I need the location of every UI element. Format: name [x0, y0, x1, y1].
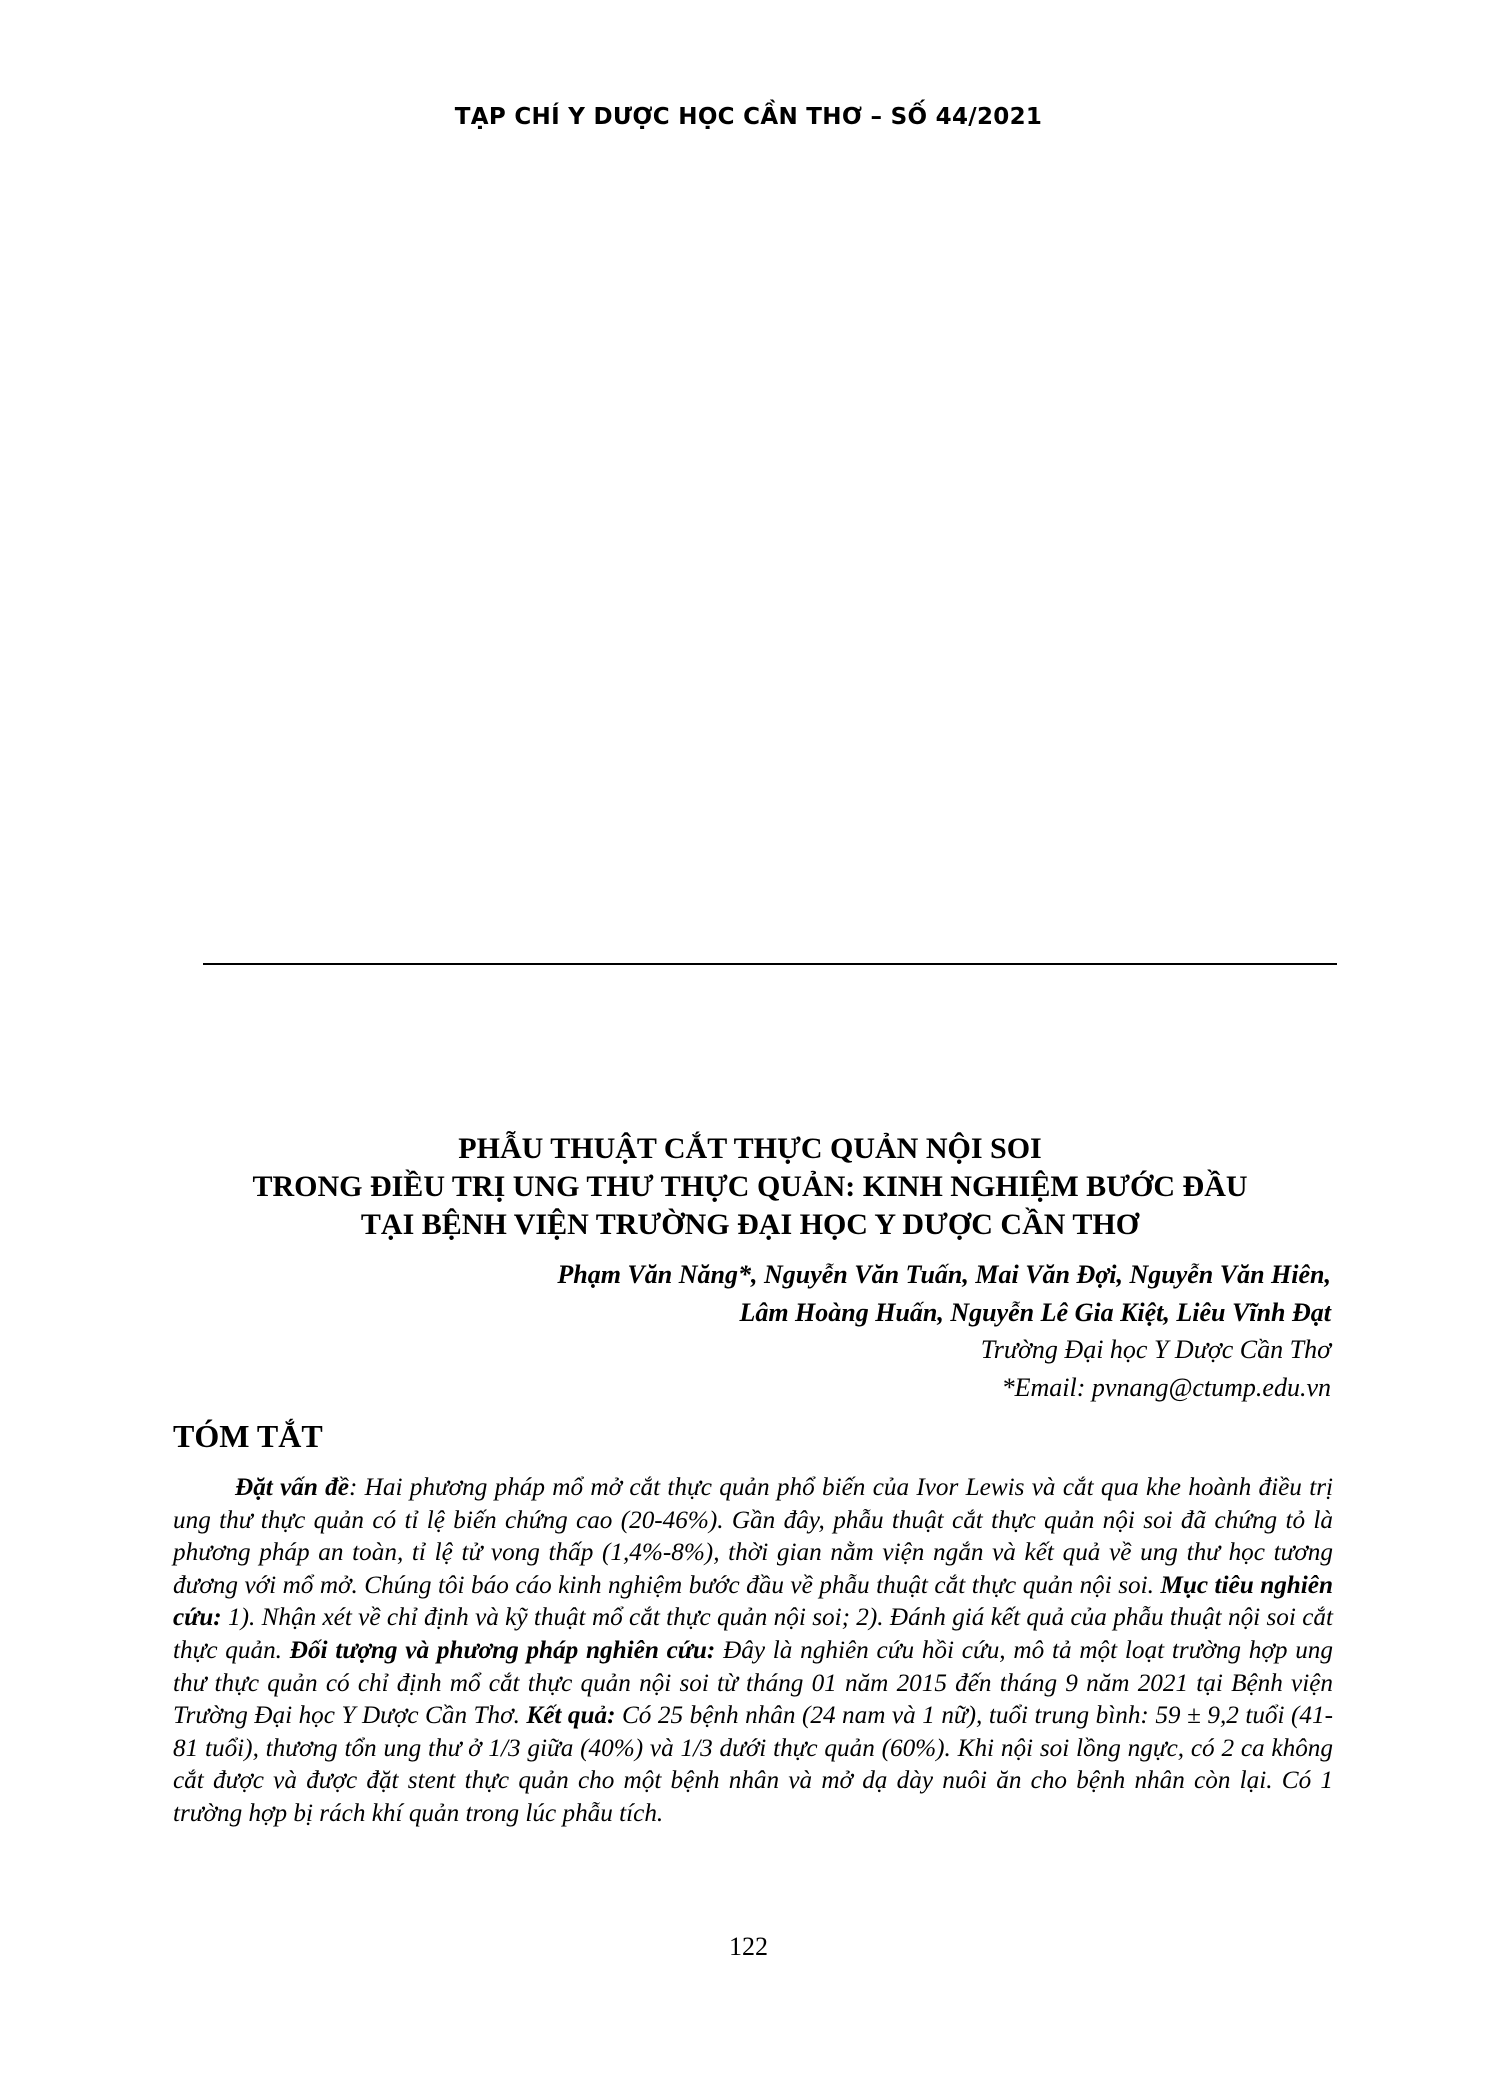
- journal-header: TẠP CHÍ Y DƯỢC HỌC CẦN THƠ – SỐ 44/2021: [454, 104, 1043, 130]
- article-title-line: PHẪU THUẬT CẮT THỰC QUẢN NỘI SOI: [458, 1132, 1042, 1165]
- corresponding-email: [431, 1369, 1331, 1407]
- results-label: Kết quả:: [526, 1702, 616, 1730]
- horizontal-divider: [203, 963, 1337, 965]
- methods-label: Đối tượng và phương pháp nghiên cứu:: [289, 1636, 716, 1664]
- objective-label: Mục tiêu nghiên cứu:: [173, 1571, 1333, 1632]
- article-title: [150, 1130, 1350, 1244]
- author-line: Phạm Văn Năng*, Nguyễn Văn Tuấn, Mai Văn Đợi, Nguyễn Văn Hiên,: [557, 1260, 1331, 1289]
- page-number: 122: [729, 1932, 768, 1961]
- background-text: : Hai phương pháp mổ mở cắt thực quản phổ biến của Ivor Lewis và cắt qua khe hoành điều trị ung thư thực quản có tỉ lệ biến chứng cao (20-46%). Gần đây, phẫu thuật cắt thực quản nội soi đã chứng tỏ là phương pháp an toàn, tỉ lệ tử vong thấp (1,4%-8%), thời gian nằm viện ngắn và kết quả về ung thư học tương đương với mổ mở. Chúng tôi báo cáo kinh nghiệm bước đầu về phẫu thuật cắt thực quản nội soi.: [173, 1474, 1334, 1599]
- affiliation-block: [431, 1331, 1331, 1407]
- email-address: : pvnang@ctump.edu.vn: [1076, 1373, 1331, 1402]
- author-line: Lâm Hoàng Huấn, Nguyễn Lê Gia Kiệt, Liêu Vĩnh Đạt: [739, 1298, 1331, 1327]
- affiliation: Trường Đại học Y Dược Cần Thơ: [980, 1335, 1331, 1364]
- methods-text: Đây là nghiên cứu hồi cứu, mô tả một loạt trường hợp ung thư thực quản có chỉ định mổ cắt thực quản nội soi từ tháng 01 năm 2015 đến tháng 9 năm 2021 tại Bệnh viện Trường Đại học Y Dược Cần Thơ.: [173, 1636, 1333, 1730]
- abstract-body: [173, 1472, 1333, 1831]
- article-title-line: TẠI BỆNH VIỆN TRƯỜNG ĐẠI HỌC Y DƯỢC CẦN THƠ: [360, 1208, 1140, 1241]
- article-title-line: TRONG ĐIỀU TRỊ UNG THƯ THỰC QUẢN: KINH NGHIỆM BƯỚC ĐẦU: [252, 1170, 1248, 1203]
- objective-text: 1). Nhận xét về chỉ định và kỹ thuật mổ cắt thực quản nội soi; 2). Đánh giá kết quả của phẫu thuật nội soi cắt thực quản.: [173, 1604, 1333, 1664]
- author-list: [231, 1256, 1331, 1332]
- abstract-heading: TÓM TẮT: [173, 1418, 323, 1454]
- results-text: Có 25 bệnh nhân (24 nam và 1 nữ), tuổi trung bình: 59 ± 9,2 tuổi (41-81 tuổi), thương tổn ung thư ở 1/3 giữa (40%) và 1/3 dưới thực quản (60%). Khi nội soi lồng ngực, có 2 ca không cắt được và được đặt stent thực quản cho một bệnh nhân và mở dạ dày nuôi ăn cho bệnh nhân còn lại. Có 1 trường hợp bị rách khí quản trong lúc phẫu tích.: [173, 1702, 1334, 1827]
- background-label: Đặt vấn đề: [235, 1474, 349, 1501]
- email-label: *Email: [1001, 1373, 1077, 1402]
